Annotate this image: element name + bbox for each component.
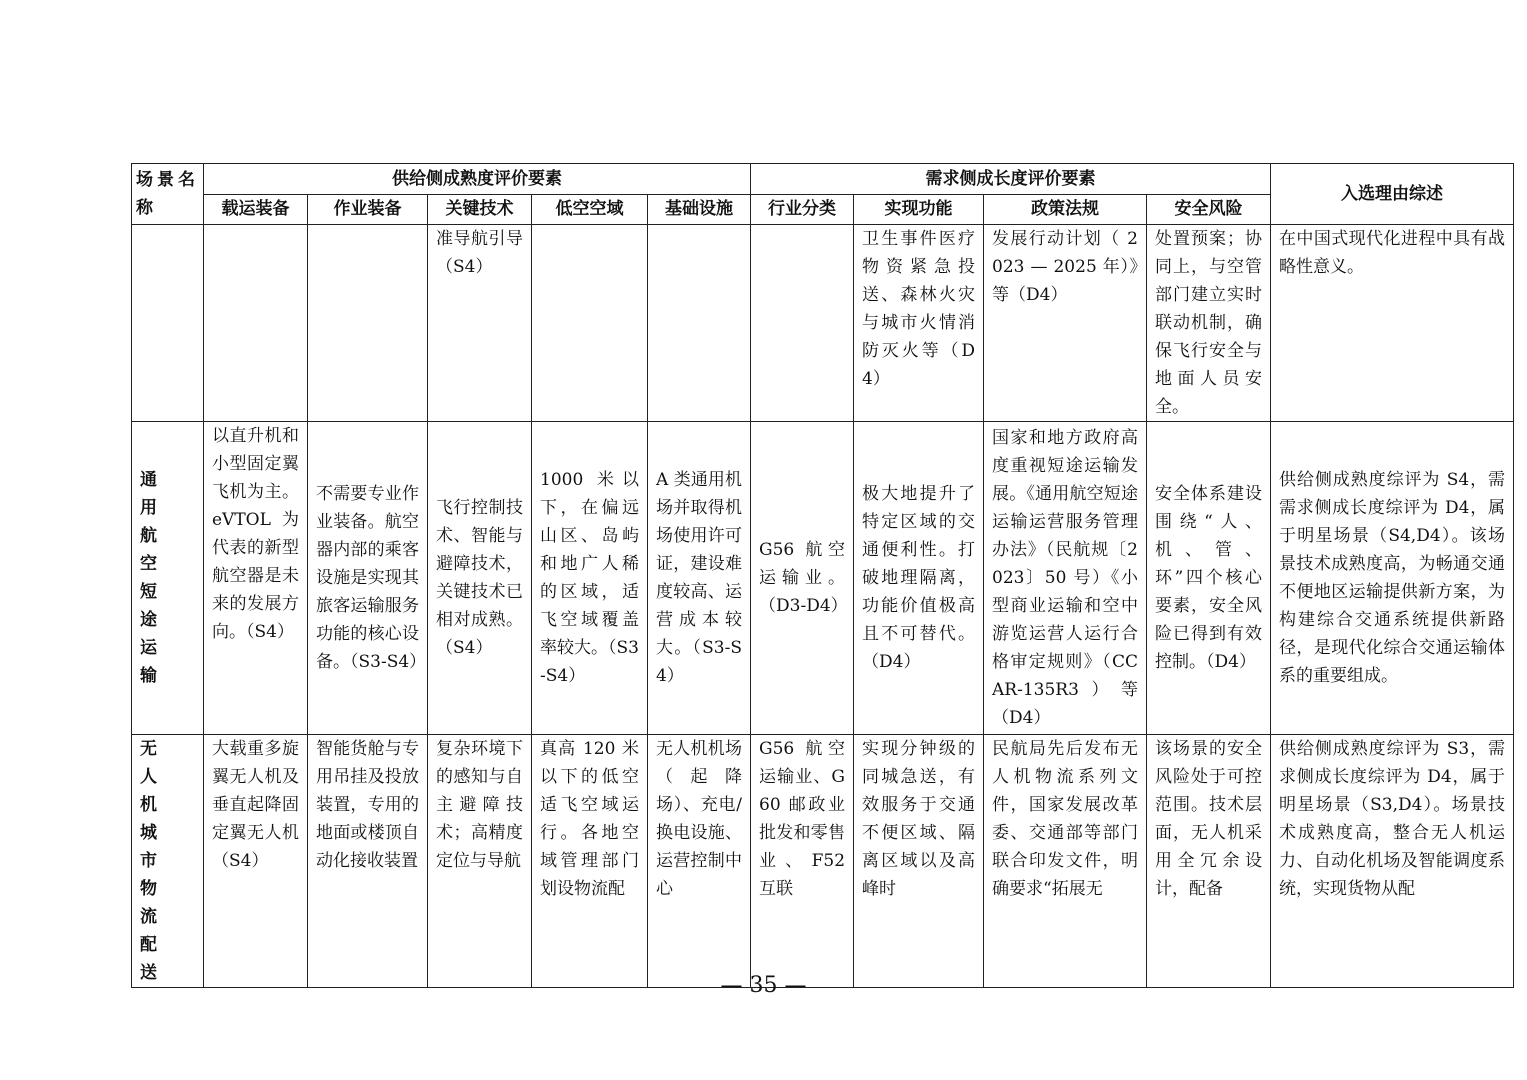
table-cell: 真高 120 米以下的低空适飞空域运行。各地空域管理部门划设物流配 [532,735,648,988]
header-col-key-tech: 关键技术 [428,194,532,225]
table-cell [648,225,751,422]
table-cell: 飞行控制技术、智能与避障技术，关键技术已相对成熟。（S4） [428,422,532,735]
table-cell: 以直升机和小型固定翼飞机为主。eVTOL 为代表的新型航空器是未来的发展方向。（S4） [204,422,308,735]
table-cell [204,225,308,422]
table-cell: A 类通用机场并取得机场使用许可证，建设难度较高、运营成本较大。（S3-S4） [648,422,751,735]
table-cell: 1000 米以下，在偏远山区、岛屿和地广人稀的区域，适飞空域覆盖率较大。（S3-S4） [532,422,648,735]
table-cell: 大载重多旋翼无人机及垂直起降固定翼无人机（S4） [204,735,308,988]
page-number: — 35 — [720,973,807,998]
header-col-operation: 作业装备 [308,194,428,225]
table-row [132,225,1514,422]
header-scene-name: 场景名称 [132,164,204,225]
scene-name-cell [132,225,204,422]
table-cell: 智能货舱与专用吊挂及投放装置，专用的地面或楼顶自动化接收装置 [308,735,428,988]
table-cell: 复杂环境下的感知与自主避障技术；高精度定位与导航 [428,735,532,988]
table-row [132,735,1514,988]
table-cell: 该场景的安全风险处于可控范围。技术层面，无人机采用全冗余设计，配备 [1147,735,1271,988]
header-reason: 入选理由综述 [1271,164,1514,225]
header-col-safety: 安全风险 [1147,194,1271,225]
table-cell: 民航局先后发布无人机物流系列文件，国家发展改革委、交通部等部门联合印发文件，明确要求“拓展无 [984,735,1147,988]
table-cell: 无人机机场（起降场）、充电/换电设施、运营控制中心 [648,735,751,988]
header-col-infrastructure: 基础设施 [648,194,751,225]
table-cell: 供给侧成熟度综评为 S3，需求侧成长度综评为 D4，属于明星场景（S3,D4）。场景技术成熟度高，整合无人机运力、自动化机场及智能调度系统，实现货物从配 [1271,735,1514,988]
evaluation-table [131,163,1514,988]
header-col-airspace: 低空空域 [532,194,648,225]
table-cell: 国家和地方政府高度重视短途运输发展。《通用航空短途运输运营服务管理办法》（民航规〔2023〕50 号）《小型商业运输和空中游览运营人运行合格审定规则》（CCAR-135R3）等（D4） [984,422,1147,735]
table-cell: 供给侧成熟度综评为 S4，需需求侧成长度综评为 D4，属于明星场景（S4,D4）。该场景技术成熟度高，为畅通交通不便地区运输提供新方案，为构建综合交通系统提供新路径，是现代化综合交通运输体系的重要组成。 [1271,422,1514,735]
table-cell: 极大地提升了特定区域的交通便利性。打破地理隔离，功能价值极高且不可替代。（D4） [854,422,984,735]
table-cell: 卫生事件医疗物资紧急投送、森林火灾与城市火情消防灭火等（D4） [854,225,984,422]
table-cell [308,225,428,422]
header-col-carrier: 载运装备 [204,194,308,225]
header-col-policy: 政策法规 [984,194,1147,225]
header-demand-group: 需求侧成长度评价要素 [751,164,1271,195]
table-cell [751,225,854,422]
scene-name-cell: 无人机城市物流配送 [132,735,204,988]
table-cell: 安全体系建设围绕“人、机、管、环”四个核心要素，安全风险已得到有效控制。（D4） [1147,422,1271,735]
table-cell: 实现分钟级的同城急送，有效服务于交通不便区域、隔离区域以及高峰时 [854,735,984,988]
table-cell [532,225,648,422]
table-cell: 处置预案；协同上，与空管部门建立实时联动机制，确保飞行安全与地面人员安全。 [1147,225,1271,422]
header-supply-group: 供给侧成熟度评价要素 [204,164,751,195]
table-cell: 发展行动计划（ 2023 — 2025 年）》等（D4） [984,225,1147,422]
table-cell: 不需要专业作业装备。航空器内部的乘客设施是实现其旅客运输服务功能的核心设备。（S3-S4） [308,422,428,735]
table-row [132,422,1514,735]
scene-name-cell: 通用航空短途运输 [132,422,204,735]
table-cell: 在中国式现代化进程中具有战略性意义。 [1271,225,1514,422]
table-cell: 准导航引导（S4） [428,225,532,422]
header-col-industry: 行业分类 [751,194,854,225]
table-cell: G56 航空运输业、G60 邮政业批发和零售业、F52 互联 [751,735,854,988]
header-col-function: 实现功能 [854,194,984,225]
table-cell: G56 航空运输业。（D3-D4） [751,422,854,735]
